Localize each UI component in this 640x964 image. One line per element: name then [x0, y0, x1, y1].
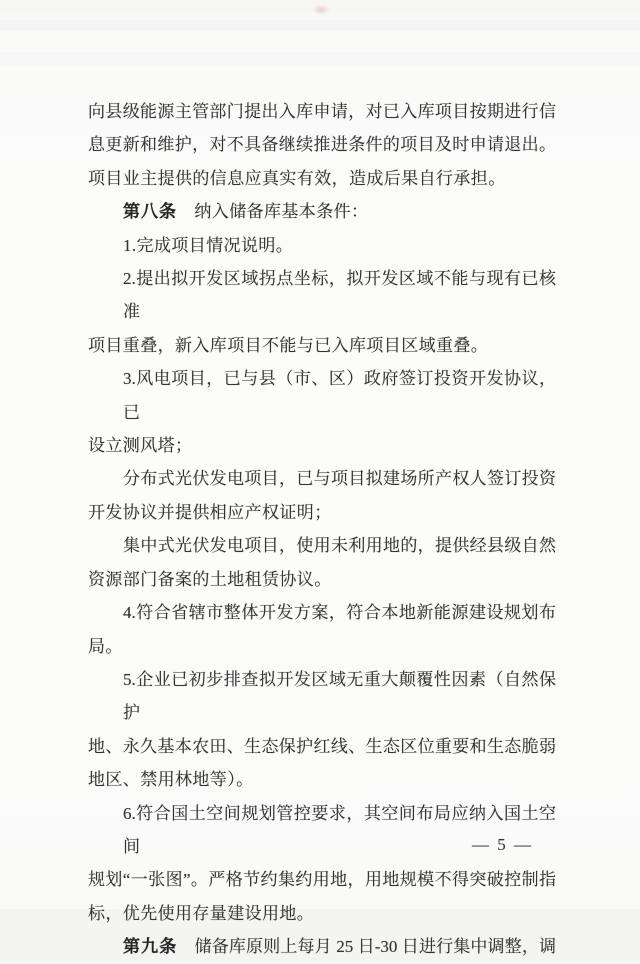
text-line: 5.企业已初步排查拟开发区域无重大颠覆性因素（自然保护 [123, 669, 556, 723]
article-number: 第八条 [123, 202, 177, 222]
scan-artifact-band [0, 52, 640, 66]
text-line: 集中式光伏发电项目，使用未利用地的，提供经县级自然 [123, 536, 556, 556]
text-line: 地区、禁用林地等）。 [88, 770, 254, 790]
text-line: 2.提出拟开发区域拐点坐标，拟开发区域不能与现有已核准 [123, 269, 556, 322]
text-line: 4.符合省辖市整体开发方案，符合本地新能源建设规划布 [123, 603, 556, 623]
text-line: 资源部门备案的土地租赁协议。 [88, 569, 332, 589]
text-line: 规划“一张图”。严格节约集约用地，用地规模不得突破控制指 [88, 870, 556, 890]
text-line: 地、永久基本农田、生态保护红线、生态区位重要和生态脆弱 [88, 736, 556, 756]
text-line: 局。 [88, 636, 123, 656]
text-line: 第八条 纳入储备库基本条件： [123, 202, 369, 222]
scan-artifact-band [0, 20, 640, 30]
text-line: 开发协议并提供相应产权证明； [88, 502, 332, 522]
text-line: 项目业主提供的信息应真实有效，造成后果自行承担。 [88, 168, 506, 188]
text-line: 分布式光伏发电项目，已与项目拟建场所产权人签订投资 [123, 469, 556, 489]
text-line: 标，优先使用存量建设用地。 [88, 903, 315, 923]
page-number: — 5 — [472, 835, 533, 854]
text-line: 6.符合国土空间规划管控要求，其空间布局应纳入国土空间 [123, 803, 556, 856]
page-footer [88, 830, 556, 860]
text-line: 向县级能源主管部门提出入库申请，对已入库项目按期进行信 [88, 102, 556, 121]
text-line: 3.风电项目，已与县（市、区）政府签订投资开发协议，已 [123, 369, 556, 422]
text-line: 1.完成项目情况说明。 [123, 235, 294, 255]
text-line: 息更新和维护，对不具备继续推进条件的项目及时申请退出。 [88, 135, 556, 155]
scan-artifact-smudge [312, 4, 330, 15]
article-number: 第九条 [123, 937, 178, 957]
text-line: 项目重叠，新入库项目不能与已入库项目区域重叠。 [88, 335, 489, 355]
text-line: 设立测风塔； [88, 436, 193, 456]
text-line: 第九条 储备库原则上每月 25 日-30 日进行集中调整，调 [123, 937, 556, 957]
